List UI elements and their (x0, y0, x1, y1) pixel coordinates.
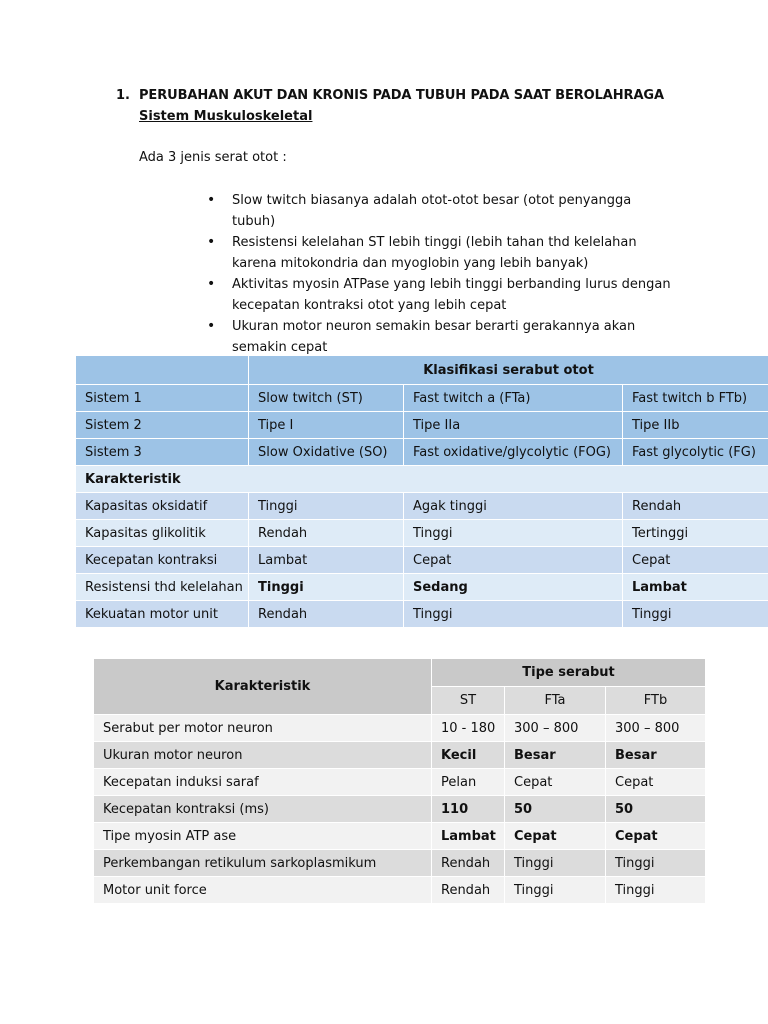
table-header-row (94, 659, 706, 687)
table-cell: Tipe I (249, 412, 404, 439)
table-cell: Kekuatan motor unit (76, 601, 249, 628)
table-cell: Cepat (505, 823, 606, 850)
table-cell: 10 - 180 (432, 715, 505, 742)
table-cell: Fast twitch a (FTa) (404, 385, 623, 412)
table-cell: Slow Oxidative (SO) (249, 439, 404, 466)
table-cell: Lambat (249, 547, 404, 574)
table-cell: Lambat (623, 574, 768, 601)
fiber-characteristics-table (93, 658, 706, 904)
table-row (76, 574, 768, 601)
table-cell: Sedang (404, 574, 623, 601)
subheader-ftb: FTb (606, 687, 706, 715)
table-cell: Tipe myosin ATP ase (94, 823, 432, 850)
table-cell: Sistem 2 (76, 412, 249, 439)
header-karakteristik: Karakteristik (94, 659, 432, 715)
table-cell: Tinggi (404, 601, 623, 628)
table-row (94, 769, 706, 796)
table-cell: Tinggi (249, 493, 404, 520)
table-cell: Agak tinggi (404, 493, 623, 520)
table-cell: 50 (606, 796, 706, 823)
section-number: 1. (116, 88, 130, 103)
table-row (94, 850, 706, 877)
section-heading (116, 88, 664, 103)
table-cell: Tinggi (606, 850, 706, 877)
table-cell: Fast twitch b FTb) (623, 385, 768, 412)
table-cell: Cepat (623, 547, 768, 574)
table-cell: Tinggi (404, 520, 623, 547)
table-cell: Cepat (606, 769, 706, 796)
table-cell: Fast glycolytic (FG) (623, 439, 768, 466)
section-label: Karakteristik (76, 466, 768, 493)
table-cell: Besar (606, 742, 706, 769)
section-row (76, 466, 768, 493)
table-cell: Rendah (249, 520, 404, 547)
table-cell: 300 – 800 (505, 715, 606, 742)
header-empty-cell (76, 356, 249, 385)
table-row (76, 493, 768, 520)
table-cell: Tinggi (623, 601, 768, 628)
table-row (76, 385, 768, 412)
table-row (76, 412, 768, 439)
table-cell: Tipe IIb (623, 412, 768, 439)
section-subtitle: Sistem Muskuloskeletal (139, 109, 313, 124)
table-cell: Kecepatan kontraksi (ms) (94, 796, 432, 823)
table-cell: Cepat (606, 823, 706, 850)
table-cell: Tertinggi (623, 520, 768, 547)
table-cell: Kecepatan kontraksi (76, 547, 249, 574)
table-cell: Pelan (432, 769, 505, 796)
table-cell: Lambat (432, 823, 505, 850)
table-cell: Slow twitch (ST) (249, 385, 404, 412)
table-cell: Cepat (404, 547, 623, 574)
bullet-item: • Ukuran motor neuron semakin besar berarti gerakannya akan semakin cepat (206, 316, 676, 358)
subheader-st: ST (432, 687, 505, 715)
table-cell: Fast oxidative/glycolytic (FOG) (404, 439, 623, 466)
table-cell: Tipe IIa (404, 412, 623, 439)
table-cell: Tinggi (505, 877, 606, 904)
fiber-classification-table (75, 355, 768, 628)
table-row (76, 520, 768, 547)
table-cell: Tinggi (606, 877, 706, 904)
table-cell: 110 (432, 796, 505, 823)
table-header-row (76, 356, 768, 385)
table-cell: Ukuran motor neuron (94, 742, 432, 769)
table-cell: Tinggi (249, 574, 404, 601)
table-cell: Besar (505, 742, 606, 769)
bullet-item: • Slow twitch biasanya adalah otot-otot besar (otot penyangga tubuh) (206, 190, 676, 232)
table-cell: Motor unit force (94, 877, 432, 904)
table-cell: Rendah (249, 601, 404, 628)
bullet-item: • Resistensi kelelahan ST lebih tinggi (lebih tahan thd kelelahan karena mitokondria dan myoglobin yang lebih banyak) (206, 232, 676, 274)
table-cell: Rendah (432, 877, 505, 904)
table-cell: Perkembangan retikulum sarkoplasmikum (94, 850, 432, 877)
table-cell: Rendah (623, 493, 768, 520)
table-cell: Serabut per motor neuron (94, 715, 432, 742)
header-tipe-serabut: Tipe serabut (432, 659, 706, 687)
table-cell: Kapasitas oksidatif (76, 493, 249, 520)
bullet-list (206, 190, 676, 358)
table-cell: Tinggi (505, 850, 606, 877)
table-row (76, 601, 768, 628)
section-title: PERUBAHAN AKUT DAN KRONIS PADA TUBUH PADA SAAT BEROLAHRAGA (139, 88, 664, 103)
table-header: Klasifikasi serabut otot (249, 356, 768, 385)
intro-text: Ada 3 jenis serat otot : (139, 150, 287, 165)
table-cell: Sistem 3 (76, 439, 249, 466)
bullet-item: • Aktivitas myosin ATPase yang lebih tinggi berbanding lurus dengan kecepatan kontraksi otot yang lebih cepat (206, 274, 676, 316)
table-row (94, 796, 706, 823)
subheader-fta: FTa (505, 687, 606, 715)
table-cell: Cepat (505, 769, 606, 796)
table-cell: Kecepatan induksi saraf (94, 769, 432, 796)
table-cell: Rendah (432, 850, 505, 877)
table-row (94, 742, 706, 769)
table-row (76, 547, 768, 574)
table-cell: Sistem 1 (76, 385, 249, 412)
table-row (94, 715, 706, 742)
table-row (94, 823, 706, 850)
table-row (76, 439, 768, 466)
table-cell: Kecil (432, 742, 505, 769)
table-cell: Kapasitas glikolitik (76, 520, 249, 547)
table-cell: 300 – 800 (606, 715, 706, 742)
table-row (94, 877, 706, 904)
table-cell: 50 (505, 796, 606, 823)
table-cell: Resistensi thd kelelahan (76, 574, 249, 601)
